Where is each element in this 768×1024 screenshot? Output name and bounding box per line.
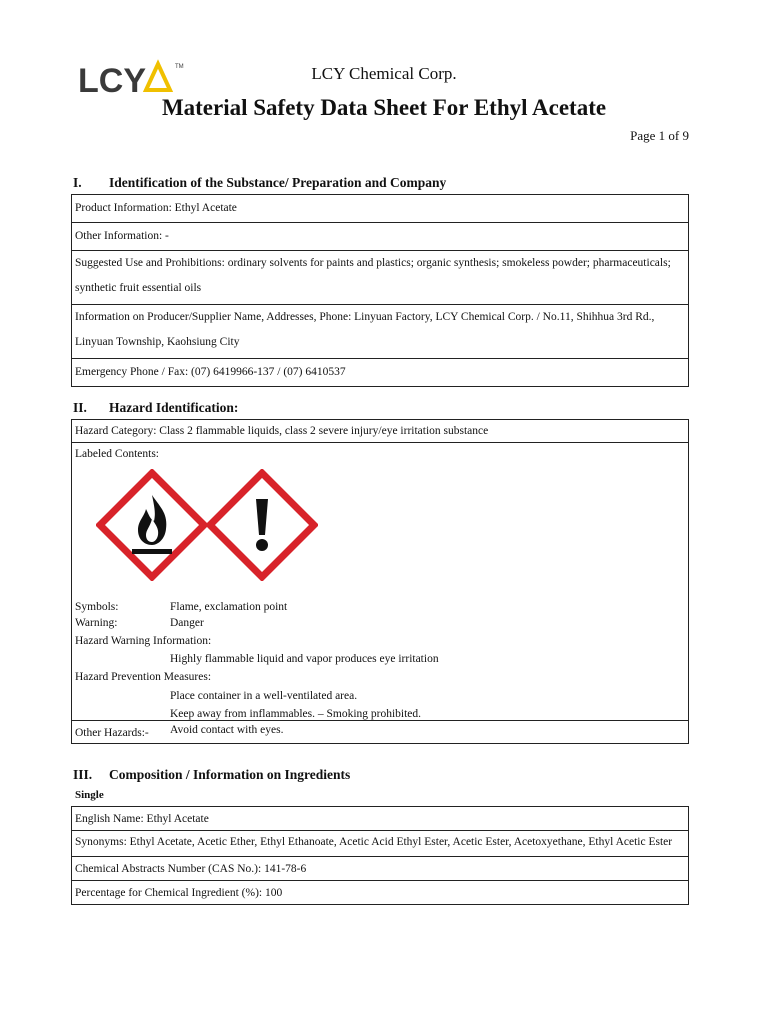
section-1-heading — [73, 175, 446, 191]
section-2-heading — [73, 400, 238, 416]
symbols-line — [75, 599, 675, 615]
section-2-title: Hazard Identification: — [109, 400, 239, 415]
suggested-use-row: Suggested Use and Prohibitions: ordinary solvents for paints and plastics; organic synthesis; smokeless powder; pharmaceuticals; synthetic fruit essential oils — [72, 250, 688, 304]
warning-label: Warning: — [75, 617, 118, 629]
section-1-title: Identification of the Substance/ Preparation and Company — [109, 175, 447, 190]
logo-trademark: TM — [175, 64, 184, 70]
symbols-label: Symbols: — [75, 601, 119, 613]
cas-number-row: Chemical Abstracts Number (CAS No.): 141-78-6 — [72, 856, 688, 880]
prevention-label: Hazard Prevention Measures: — [75, 671, 212, 683]
warning-value: Danger — [170, 617, 204, 629]
section-3-number: III. — [73, 767, 93, 782]
symbols-value: Flame, exclamation point — [170, 601, 288, 613]
composition-table — [71, 806, 689, 905]
company-name: LCY Chemical Corp. — [311, 64, 457, 83]
exclamation-pictogram — [206, 469, 318, 581]
hazard-table — [71, 419, 689, 744]
emergency-phone-row: Emergency Phone / Fax: (07) 6419966-137 / (07) 6410537 — [72, 358, 688, 386]
other-hazards-row: Other Hazards:- — [72, 720, 688, 743]
flame-pictogram — [96, 469, 208, 581]
logo-text: LCY — [78, 62, 146, 96]
prevention-item: Keep away from inflammables. – Smoking prohibited. — [170, 708, 422, 720]
product-information-row: Product Information: Ethyl Acetate — [75, 202, 237, 214]
section-3-title: Composition / Information on Ingredients — [109, 767, 351, 782]
page-number: Page 1 of 9 — [630, 128, 689, 143]
percentage-row: Percentage for Chemical Ingredient (%): 100 — [72, 880, 688, 904]
identification-table — [71, 194, 689, 387]
hazard-category-row: Hazard Category: Class 2 flammable liquids, class 2 severe injury/eye irritation substance — [75, 425, 489, 437]
labeled-contents-label: Labeled Contents: — [75, 448, 159, 460]
document-title: Material Safety Data Sheet For Ethyl Acetate — [161, 95, 607, 120]
prevention-item: Place container in a well-ventilated area. — [170, 690, 358, 702]
section-1-number: I. — [73, 175, 82, 190]
section-3-heading — [73, 767, 350, 783]
synonyms-row: Synonyms: Ethyl Acetate, Acetic Ether, Ethyl Ethanoate, Acetic Acid Ethyl Ester, Acetic Ester, Acetoxyethane, Ethyl Acetic Ester — [72, 830, 688, 856]
prevention-item: Avoid contact with eyes. — [170, 724, 284, 736]
producer-info-row: Information on Producer/Supplier Name, Addresses, Phone: Linyuan Factory, LCY Chemical Corp. / No.11, Shihhua 3rd Rd., Linyuan Township, Kaohsiung City — [72, 304, 688, 358]
hazard-warning-info-label: Hazard Warning Information: — [75, 635, 212, 647]
composition-subhead: Single — [75, 789, 104, 801]
warning-line — [75, 615, 675, 631]
other-information-row: Other Information: - — [72, 222, 688, 250]
english-name-row: English Name: Ethyl Acetate — [75, 813, 209, 825]
section-2-number: II. — [73, 400, 87, 415]
hazard-warning-info: Highly flammable liquid and vapor produces eye irritation — [170, 653, 439, 665]
